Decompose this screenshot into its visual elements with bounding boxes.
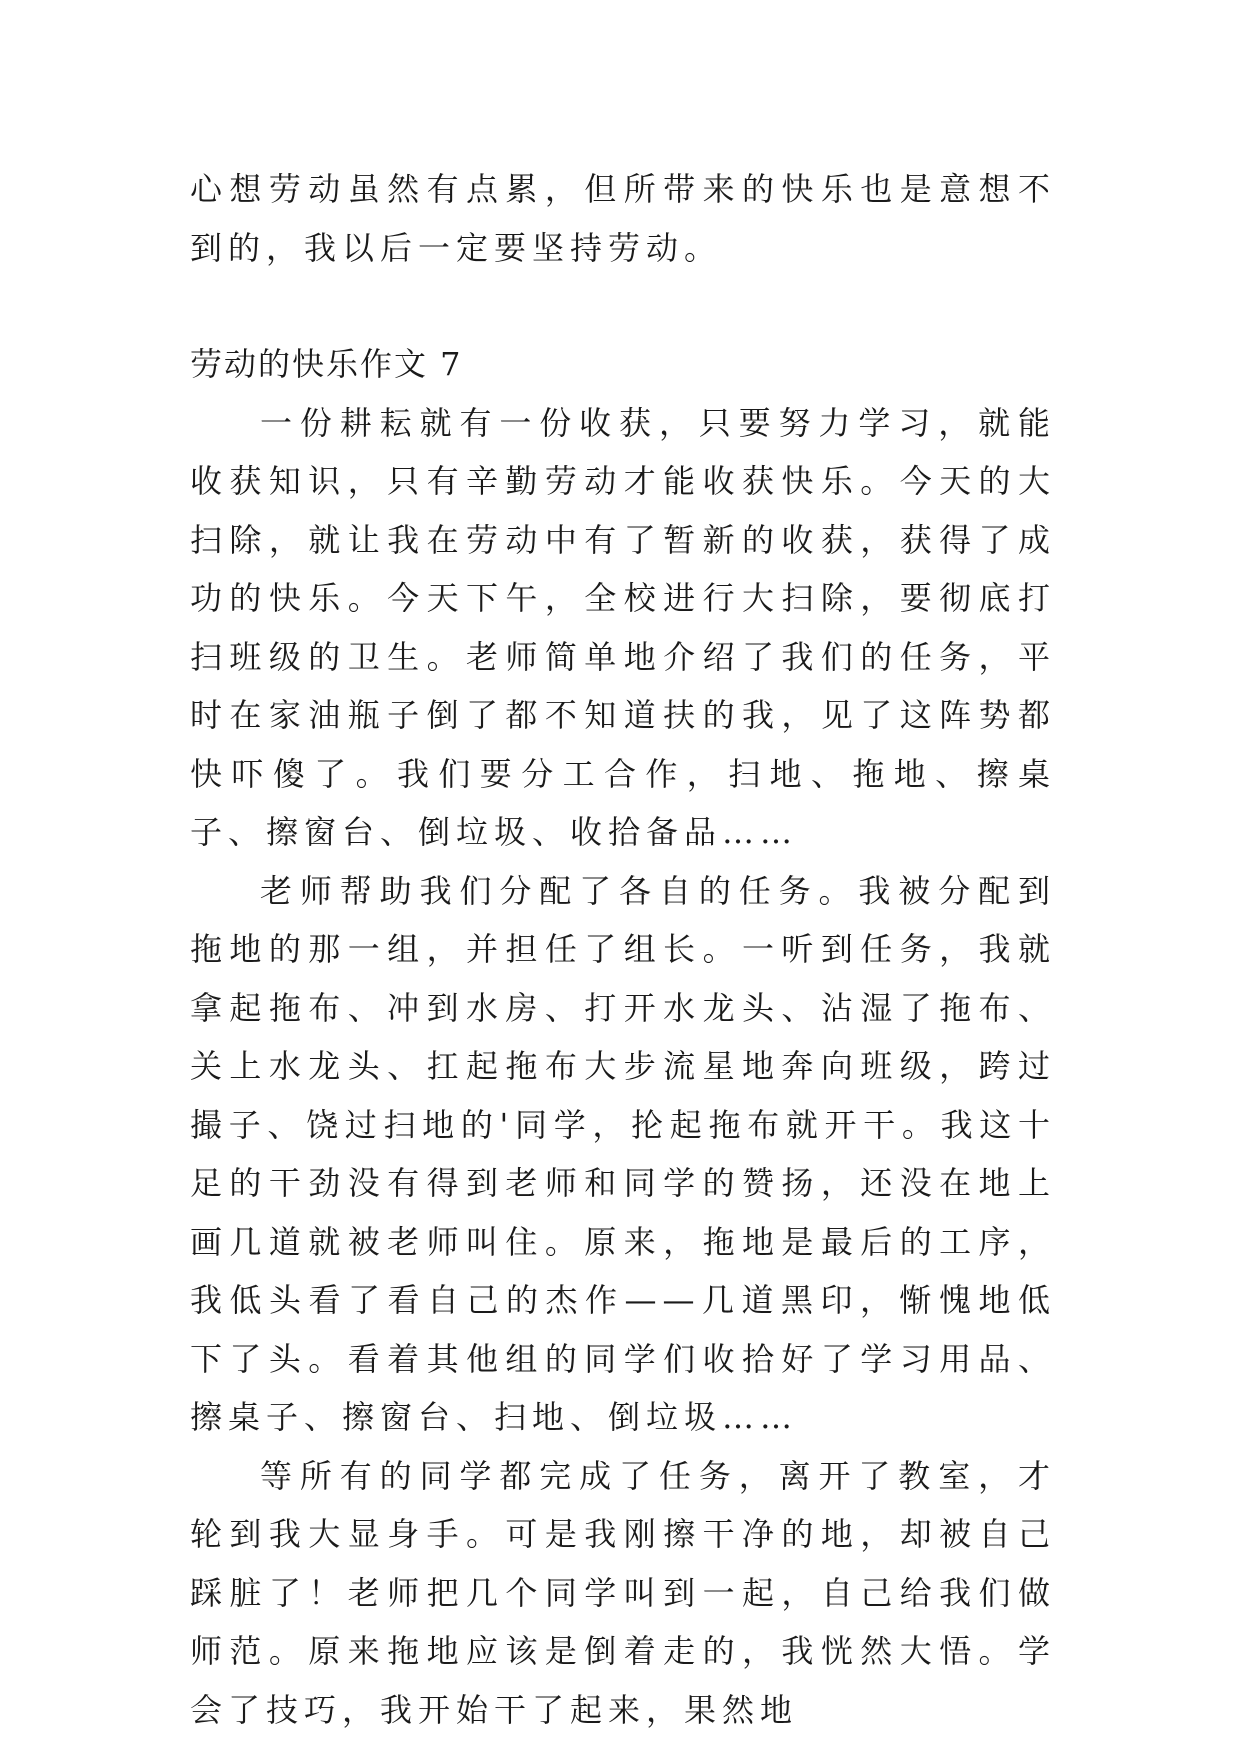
article-title: 劳动的快乐作文 7 <box>190 345 463 383</box>
article <box>190 335 1056 1739</box>
article-paragraph-3: 等所有的同学都完成了任务，离开了教室，才轮到我大显身手。可是我刚擦干净的地，却被自己踩脏了！老师把几个同学叫到一起，自己给我们做师范。原来拖地应该是倒着走的，我恍然大悟。学会了技巧，我开始干了起来，果然地 <box>190 1456 1056 1729</box>
article-paragraph-1: 一份耕耘就有一份收获，只要努力学习，就能收获知识，只有辛勤劳动才能收获快乐。今天的大扫除，就让我在劳动中有了暂新的收获，获得了成功的快乐。今天下午，全校进行大扫除，要彻底打扫班级的卫生。老师简单地介绍了我们的任务，平时在家油瓶子倒了都不知道扶的我，见了这阵势都快吓傻了。我们要分工合作，扫地、拖地、擦桌子、擦窗台、倒垃圾、收拾备品…… <box>190 403 1056 851</box>
article-paragraph-2: 老师帮助我们分配了各自的任务。我被分配到拖地的那一组，并担任了组长。一听到任务，我就拿起拖布、冲到水房、打开水龙头、沾湿了拖布、关上水龙头、扛起拖布大步流星地奔向班级，跨过撮子、饶过扫地的'同学，抡起拖布就开干。我这十足的干劲没有得到老师和同学的赞扬，还没在地上画几道就被老师叫住。原来，拖地是最后的工序，我低头看了看自己的杰作——几道黑印，惭愧地低下了头。看着其他组的同学们收拾好了学习用品、擦桌子、擦窗台、扫地、倒垃圾…… <box>190 871 1056 1436</box>
continuation-paragraph: 心想劳动虽然有点累，但所带来的快乐也是意想不到的，我以后一定要坚持劳动。 <box>190 170 1056 267</box>
previous-article-ending <box>190 160 1056 277</box>
